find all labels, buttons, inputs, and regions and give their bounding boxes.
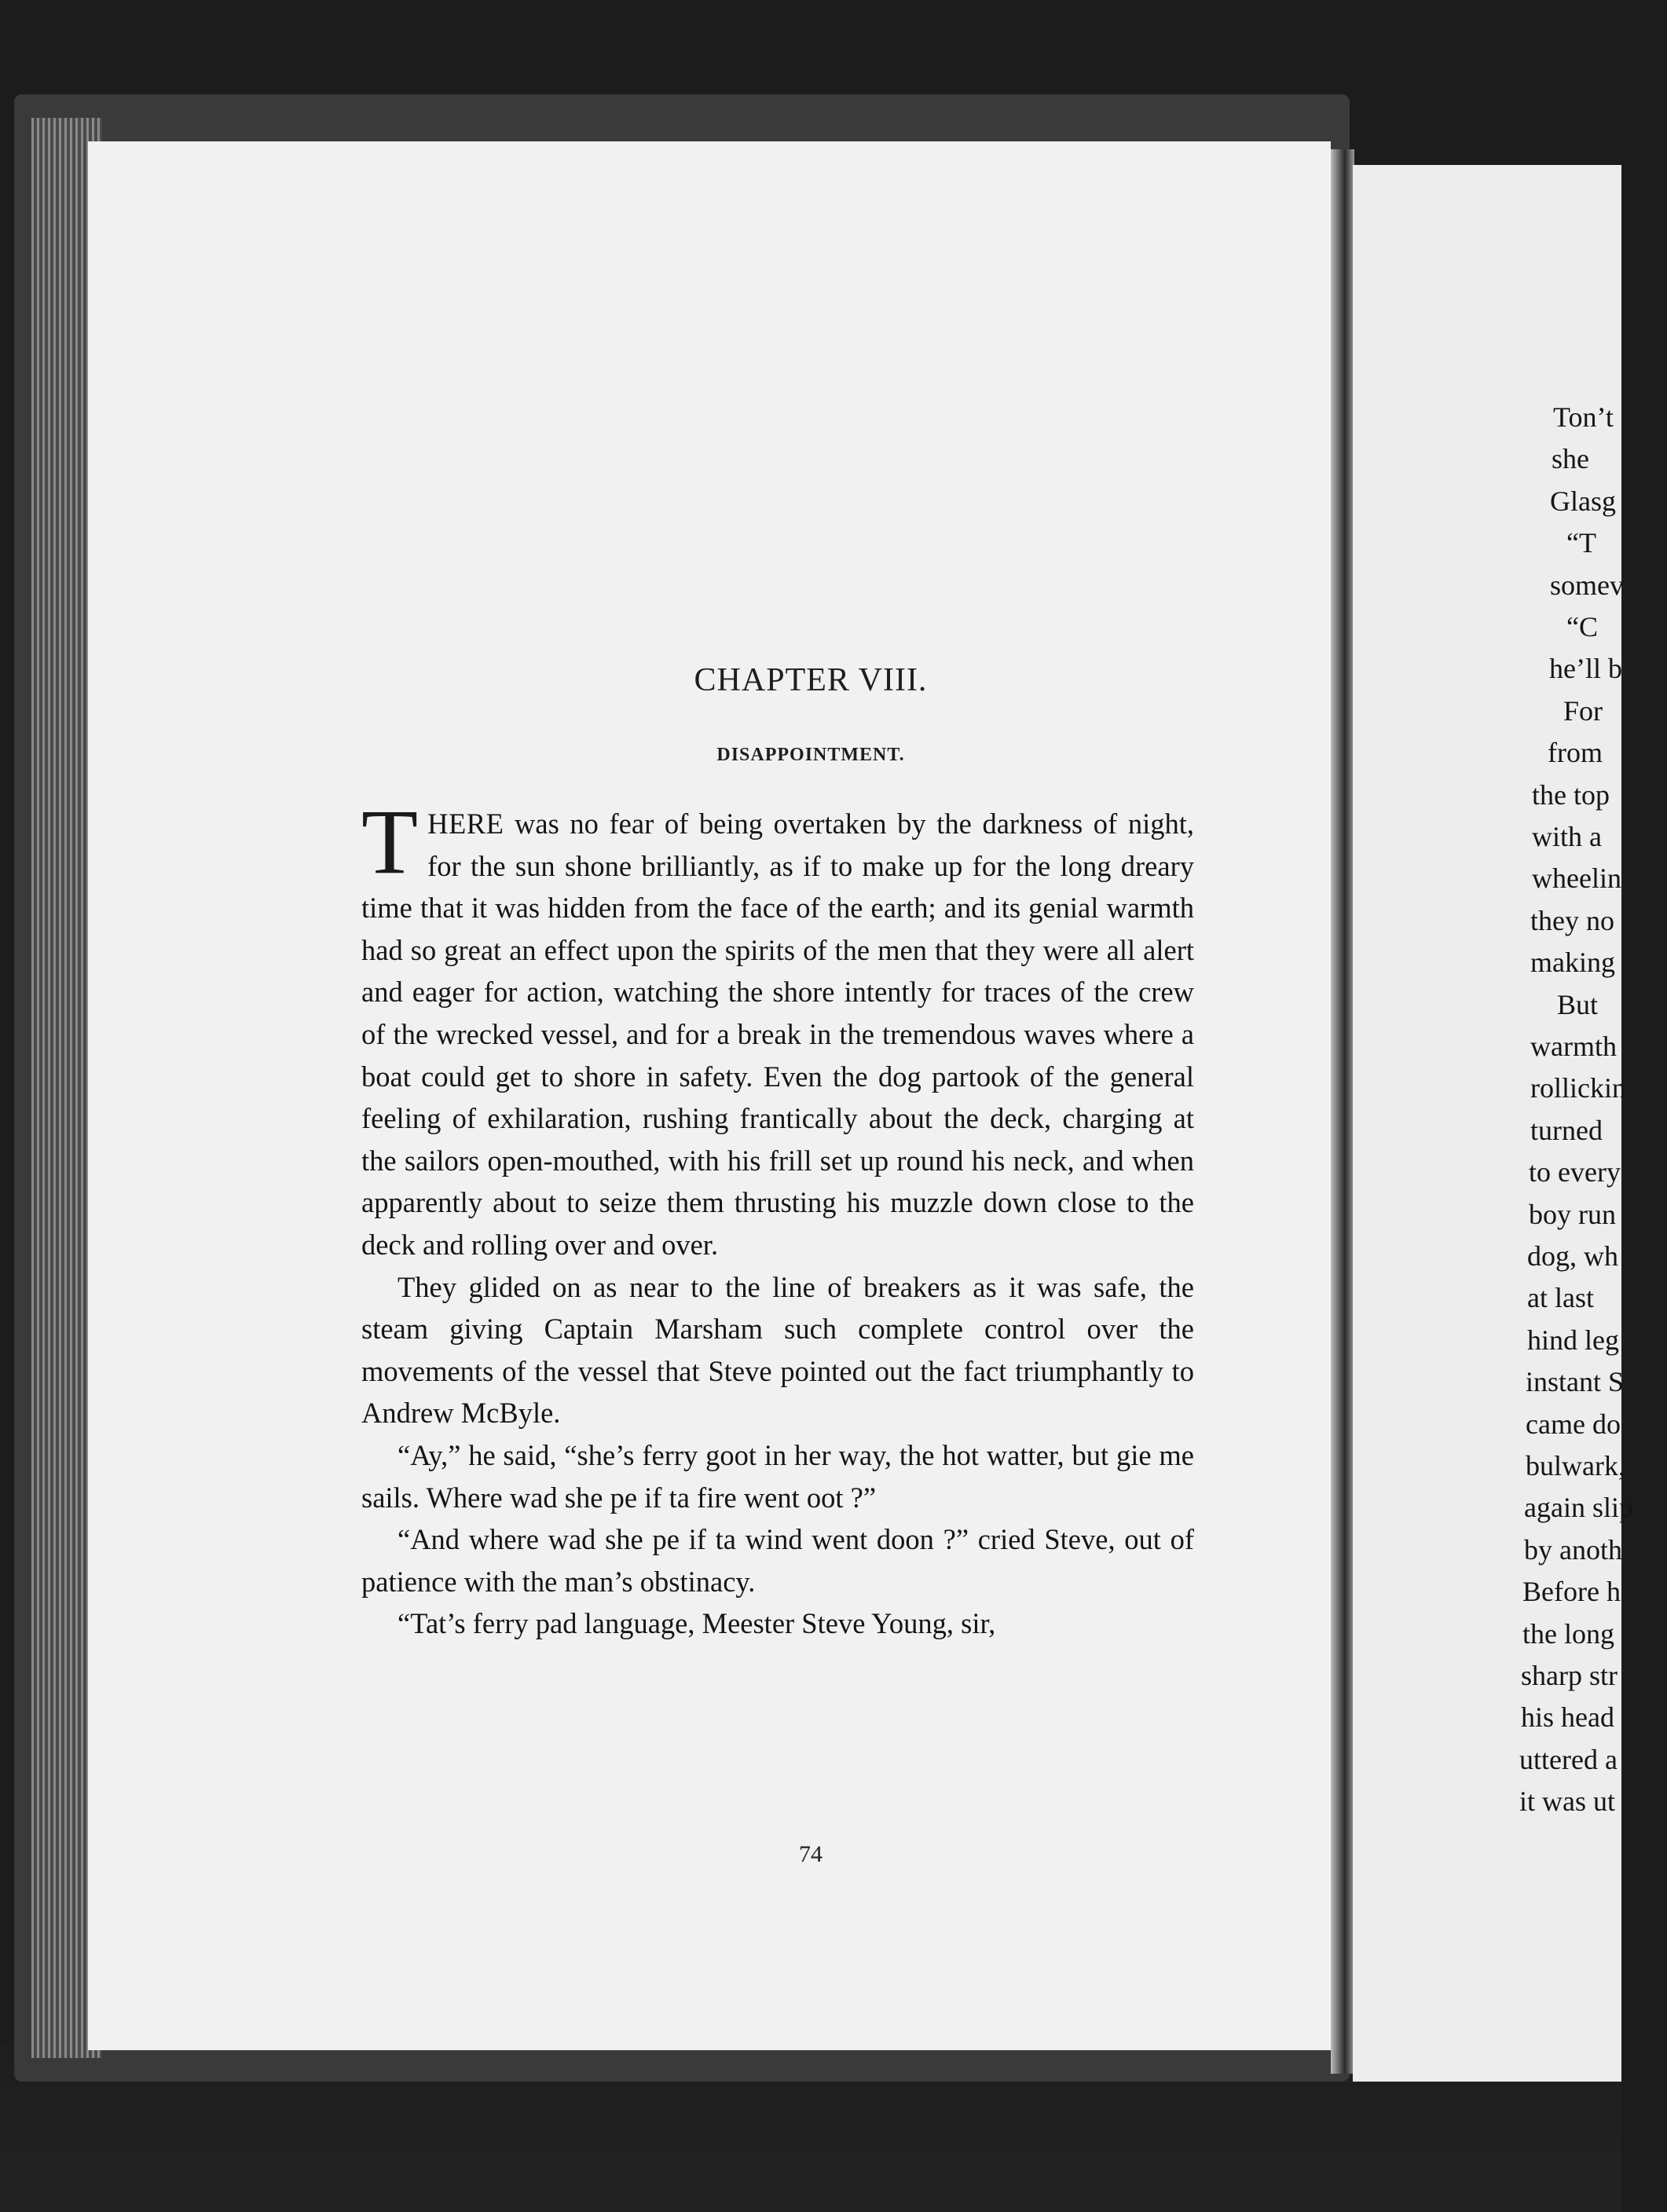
right-page-line: at last: [1527, 1282, 1594, 1314]
book-gutter: [1331, 149, 1354, 2074]
right-page-line: hind leg: [1527, 1324, 1619, 1356]
right-page-line: his head: [1521, 1701, 1614, 1734]
right-page-line: wheelin: [1532, 862, 1621, 895]
right-page-line: instant S: [1526, 1366, 1625, 1398]
right-page-line: Ton’t: [1553, 401, 1614, 433]
right-page-line: rollickin: [1530, 1072, 1626, 1104]
paragraph-5: “Tat’s ferry pad language, Meester Steve Young, sir,: [398, 1607, 996, 1640]
paragraph-3: “Ay,” he said, “she’s ferry goot in her way, the hot watter, but gie me sails. Where wad she pe if ta fire went oot ?”: [361, 1438, 1194, 1514]
right-page-line: But: [1557, 988, 1599, 1020]
page-number: 74: [799, 1841, 823, 1867]
paragraph-4: “And where wad she pe if ta wind went doon ?” cried Steve, out of patience with the man’s obstinacy.: [361, 1523, 1194, 1598]
right-page-line: again slip: [1524, 1492, 1633, 1524]
right-page: [1353, 165, 1633, 2082]
right-page-line: “C: [1566, 611, 1598, 643]
drop-cap: T: [361, 790, 419, 893]
paragraph-1-text: was no fear of being overtaken by the darkness of night, for the sun shone brilliantly, as if to make up for the long dreary time that it was hidden from the face of the earth; and its genial warmth had so great an effect upon the spirits of the men that they were all alert and eager for action, watching the shore intently for traces of the crew of the wrecked vessel, and for a break in the tremendous waves where a boat could get to shore in safety. Even the dog partook of the general feeling of exhilaration, rushing frantically about the deck, charging at the sailors open-mouthed, with his frill set up round his neck, and when apparently about to seize them thrusting his muzzle down close to the deck and rolling over and over.: [361, 808, 1194, 1261]
chapter-body: [361, 790, 1194, 1645]
right-page-line: to every: [1529, 1156, 1621, 1188]
right-page-line: making: [1530, 947, 1615, 979]
right-page-line: with a: [1532, 821, 1602, 852]
right-page-line: from: [1548, 737, 1603, 769]
right-page-line: turned: [1530, 1114, 1603, 1146]
paragraph-2: They glided on as near to the line of breakers as it was safe, the steam giving Captain Marsham such complete control over the movements of the vessel that Steve pointed out the fact triumphantly to Andrew McByle.: [361, 1270, 1194, 1430]
right-page-line: came do: [1526, 1408, 1621, 1440]
right-page-line: uttered a: [1519, 1743, 1618, 1775]
right-page-line: the top: [1532, 778, 1610, 811]
right-page-line: the long: [1522, 1617, 1614, 1650]
right-page-line: “T: [1566, 527, 1596, 559]
right-page-line: bulwark,: [1526, 1450, 1625, 1481]
right-page-line: by anoth: [1524, 1533, 1622, 1566]
right-page-line: Glasg: [1550, 485, 1616, 517]
right-page-line: somev: [1550, 569, 1624, 601]
right-page-line: For: [1563, 694, 1603, 727]
right-page-line: warmth: [1530, 1031, 1617, 1062]
paragraph-1: [361, 790, 1194, 1266]
right-page-line: they no: [1530, 904, 1614, 936]
right-page-line: dog, wh: [1527, 1240, 1618, 1272]
right-page-line: it was ut: [1519, 1785, 1615, 1818]
first-word-rest: HERE: [427, 808, 504, 840]
right-page-line: he’ll b: [1549, 653, 1622, 685]
right-page-line: she: [1552, 443, 1589, 475]
chapter-subtitle: DISAPPOINTMENT.: [716, 745, 905, 765]
right-page-line: boy run: [1529, 1198, 1616, 1230]
chapter-title: CHAPTER VIII.: [694, 662, 928, 698]
right-page-line: Before h: [1522, 1576, 1621, 1608]
right-page-line: sharp str: [1521, 1660, 1618, 1691]
